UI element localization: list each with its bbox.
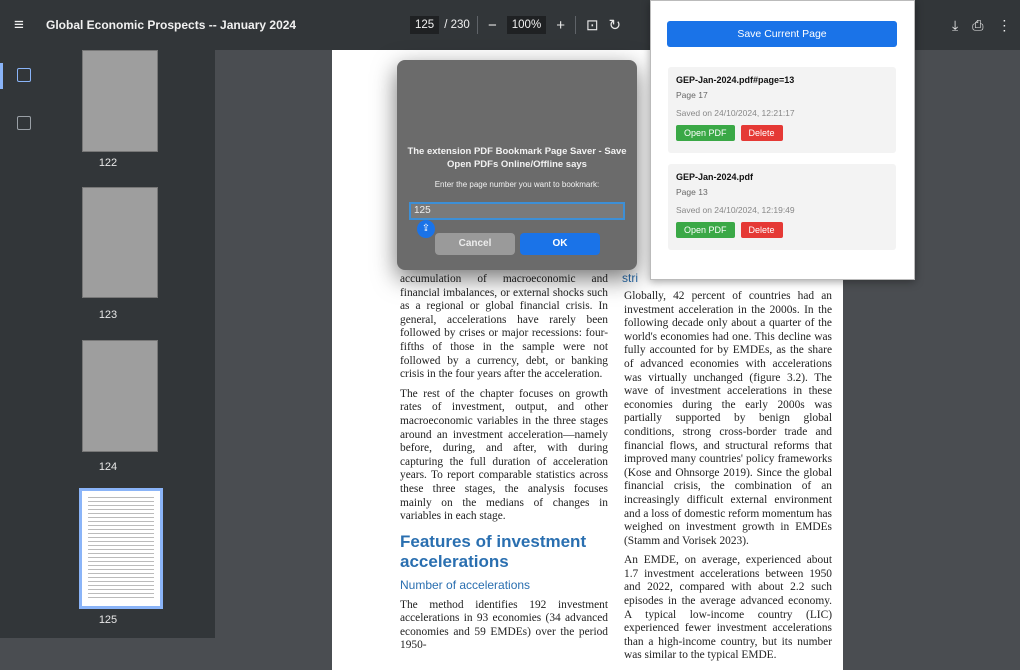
menu-icon[interactable]: ≡	[14, 15, 24, 34]
subsection-heading: Number of accelerations	[400, 577, 531, 592]
right-column	[624, 290, 832, 669]
outline-view-icon[interactable]	[17, 116, 31, 130]
save-current-page-button[interactable]: Save Current Page	[667, 21, 897, 47]
dialog-title: The extension PDF Bookmark Page Saver - Save Open PDFs Online/Offline says	[407, 146, 627, 170]
page-thumbnail-124[interactable]	[82, 340, 158, 452]
page-thumbnail-122[interactable]	[82, 50, 158, 152]
bookmark-page: Page 17	[676, 90, 708, 100]
partial-heading: stri	[622, 271, 638, 285]
paragraph: An EMDE, on average, experienced about 1.7 investment accelerations between 1950 and 2022, compared with about 2.2 such episodes in the average advanced economy. A typical low-income country (LIC) experienced fewer investment accelerations than a high-income country, but its number was similar to the typical EMDE.	[624, 554, 832, 662]
open-pdf-button[interactable]: Open PDF	[676, 125, 735, 141]
thumbnail-label: 124	[98, 461, 118, 473]
extension-popup	[650, 0, 915, 280]
thumbnail-sidebar	[0, 50, 215, 638]
open-pdf-button[interactable]: Open PDF	[676, 222, 735, 238]
bookmark-name: GEP-Jan-2024.pdf	[676, 172, 754, 182]
page-number-input[interactable]: 125	[410, 16, 439, 34]
page-thumbnail-123[interactable]	[82, 187, 158, 298]
paragraph: The rest of the chapter focuses on growth rates of investment, output, and other macroeconomic variables in the three stages around an investment acceleration—namely before, during, and after, with during capturing the full duration of acceleration years. To report comparable statistics across these three stages, the analysis focuses mainly on the medians of changes in variables in each stage.	[400, 387, 608, 523]
thumbnail-text-lines	[88, 497, 154, 600]
ok-button[interactable]: OK	[520, 233, 600, 255]
zoom-controls	[477, 0, 621, 50]
right-tools	[952, 0, 1011, 50]
bookmark-name: GEP-Jan-2024.pdf#page=13	[676, 75, 795, 85]
fit-page-icon[interactable]: ⊡	[585, 17, 599, 34]
delete-button[interactable]: Delete	[741, 125, 783, 141]
active-indicator	[0, 63, 3, 89]
print-icon[interactable]: ⎙	[972, 16, 984, 33]
dialog-message: Enter the page number you want to bookmark:	[434, 180, 600, 189]
rotate-icon[interactable]: ↻	[608, 17, 622, 34]
bookmark-date: Saved on 24/10/2024, 12:19:49	[676, 205, 795, 215]
zoom-in-button[interactable]: +	[556, 16, 565, 34]
section-heading: Features of investment accelerations	[400, 531, 587, 571]
paragraph: Globally, 42 percent of countries had an investment acceleration in the 2000s. In the following decade only about a quarter of the world's economies had one. This decline was fully accounted for by EMDEs, as the share of advanced economies with accelerations was virtually unchanged (figure 3.2). The wave of investment accelerations in these economies during the early 2000s was partially supported by benign global conditions, strong cross-border trade and financial flows, and structural reforms that improved many countries' policy frameworks (Kose and Ohnsorge 2019). Since the global financial crisis, the combination of an increasingly difficult external environment and a loss of domestic reform momentum has weighed on investment growth in EMDEs (Stamm and Vorisek 2023).	[624, 290, 832, 547]
zoom-input[interactable]: 100%	[507, 16, 546, 34]
prompt-dialog	[397, 60, 637, 270]
zoom-out-button[interactable]: −	[488, 16, 497, 34]
paragraph: accumulation of macroeconomic and financial imbalances, or external shocks such as a regional or global financial crisis. In general, accelerations have rarely been followed by crises or major recessions: four-fifths of those in the sample were not followed by a currency, debt, or banking crisis in the four years after the acceleration.	[400, 273, 608, 381]
bookmark-card	[668, 67, 896, 153]
total-pages: / 230	[444, 19, 470, 31]
divider	[575, 16, 576, 34]
thumbnail-label: 122	[98, 157, 118, 169]
document-title: Global Economic Prospects -- January 2024	[46, 18, 297, 32]
page-selector	[410, 0, 470, 50]
divider	[477, 16, 478, 34]
cancel-button[interactable]: Cancel	[435, 233, 515, 255]
bookmark-page: Page 13	[676, 187, 708, 197]
page-thumbnail-125[interactable]	[79, 488, 163, 609]
thumbnail-label: 123	[98, 309, 118, 321]
password-key-icon[interactable]: ⇪	[417, 220, 435, 238]
delete-button[interactable]: Delete	[741, 222, 783, 238]
bookmark-date: Saved on 24/10/2024, 12:21:17	[676, 108, 795, 118]
paragraph: The method identifies 192 investment accelerations in 93 economies (34 advanced economies and 59 EMDEs) over the period 1950-	[400, 598, 608, 652]
left-column	[400, 273, 608, 659]
download-icon[interactable]: ⤓	[952, 16, 959, 33]
page-number-field[interactable]: 125	[409, 202, 625, 220]
more-options-icon[interactable]: ⋮	[997, 16, 1012, 33]
thumbnail-label: 125	[98, 614, 118, 626]
bookmark-card	[668, 164, 896, 250]
thumbnails-view-icon[interactable]	[17, 68, 31, 82]
